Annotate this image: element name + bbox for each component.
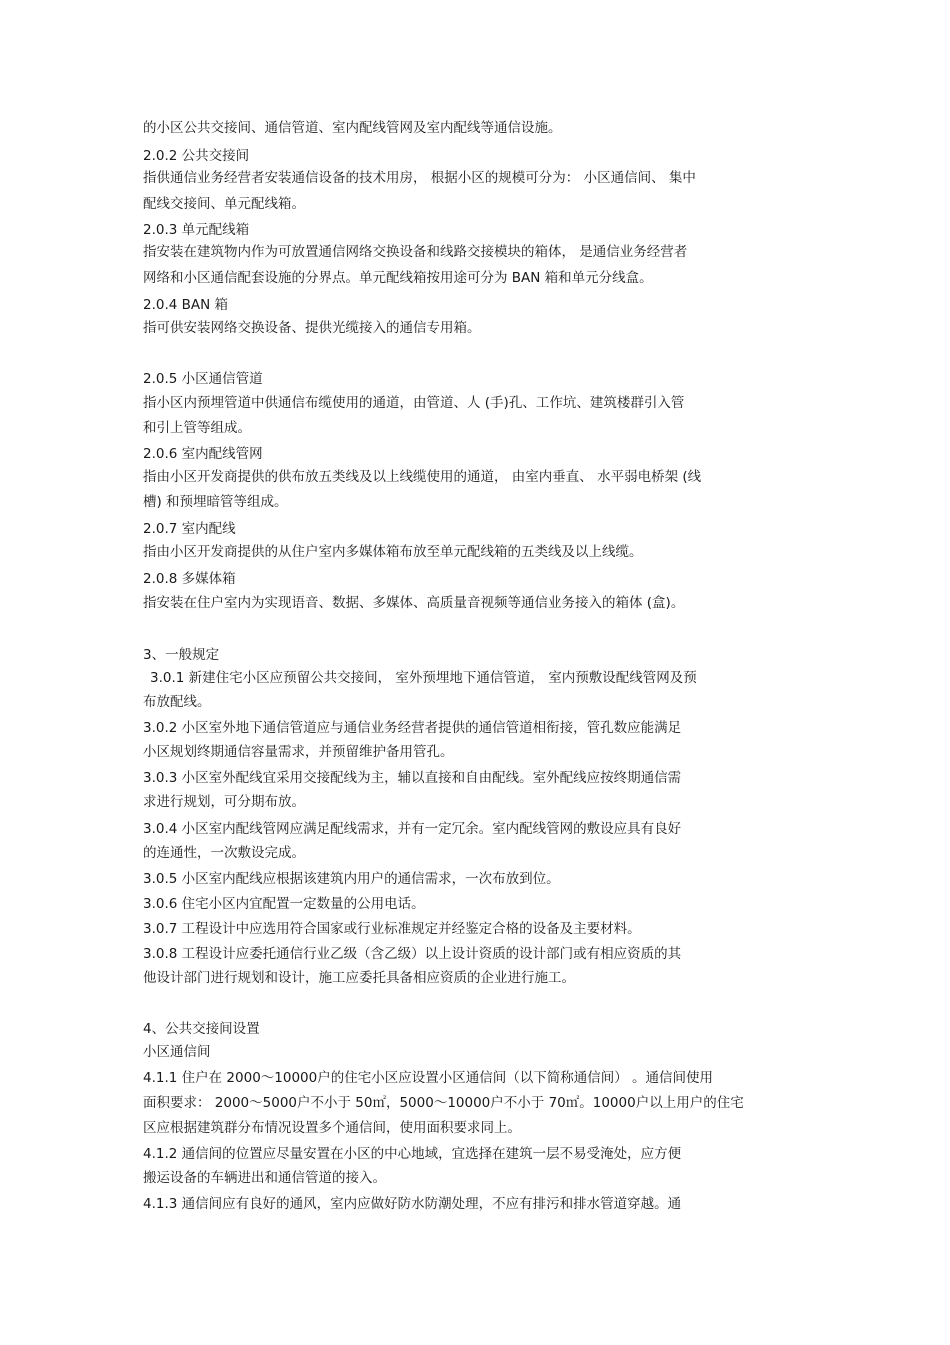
section-heading: 2.0.5 小区通信管道 bbox=[143, 371, 263, 387]
text-line: 指供通信业务经营者安装通信设备的技术用房， 根据小区的规模可分为： 小区通信间、 集中 bbox=[143, 170, 696, 186]
chapter-heading: 3、一般规定 bbox=[143, 647, 220, 663]
text-line: 区应根据建筑群分布情况设置多个通信间，使用面积要求同上。 bbox=[143, 1120, 521, 1136]
text-line: 面积要求： 2000～5000户不小于 50㎡，5000～10000户不小于 70㎡。10000户以上用户的住宅 bbox=[143, 1095, 744, 1111]
text-line: 他设计部门进行规划和设计，施工应委托具备相应资质的企业进行施工。 bbox=[143, 970, 575, 986]
text-line: 3.0.2 小区室外地下通信管道应与通信业务经营者提供的通信管道相衔接，管孔数应能满足 bbox=[143, 720, 682, 736]
text-line: 指由小区开发商提供的供布放五类线及以上线缆使用的通道， 由室内垂直、 水平弱电桥架 (线 bbox=[143, 469, 702, 485]
text-line: 4.1.2 通信间的位置应尽量安置在小区的中心地域，宜选择在建筑一层不易受淹处，应方便 bbox=[143, 1146, 682, 1162]
text-line: 3.0.3 小区室外配线宜采用交接配线为主，辅以直接和自由配线。室外配线应按终期通信需 bbox=[143, 770, 682, 786]
text-line: 指安装在住户室内为实现语音、数据、多媒体、高质量音视频等通信业务接入的箱体 (盒)。 bbox=[143, 595, 685, 611]
text-line: 4.1.3 通信间应有良好的通风，室内应做好防水防潮处理，不应有排污和排水管道穿越。通 bbox=[143, 1196, 682, 1212]
section-heading: 2.0.6 室内配线管网 bbox=[143, 446, 263, 462]
subsection-heading: 小区通信间 bbox=[143, 1044, 211, 1060]
text-line: 求进行规划，可分期布放。 bbox=[143, 794, 305, 810]
text-line: 的连通性，一次敷设完成。 bbox=[143, 845, 305, 861]
section-heading: 2.0.3 单元配线箱 bbox=[143, 222, 250, 238]
text-line: 和引上管等组成。 bbox=[143, 420, 251, 436]
chapter-heading: 4、公共交接间设置 bbox=[143, 1021, 260, 1037]
text-line: 布放配线。 bbox=[143, 694, 211, 710]
text-line: 3.0.6 住宅小区内宜配置一定数量的公用电话。 bbox=[143, 896, 425, 912]
section-heading: 2.0.8 多媒体箱 bbox=[143, 571, 236, 587]
text-line: 4.1.1 住户在 2000～10000户的住宅小区应设置小区通信间（以下简称通信间） 。通信间使用 bbox=[143, 1070, 714, 1086]
text-line: 3.0.4 小区室内配线管网应满足配线需求，并有一定冗余。室内配线管网的敷设应具有良好 bbox=[143, 821, 682, 837]
text-line: 3.0.8 工程设计应委托通信行业乙级（含乙级）以上设计资质的设计部门或有相应资质的其 bbox=[143, 946, 682, 962]
text-line: 指安装在建筑物内作为可放置通信网络交换设备和线路交接模块的箱体， 是通信业务经营者 bbox=[143, 244, 688, 260]
text-line: 3.0.1 新建住宅小区应预留公共交接间， 室外预埋地下通信管道， 室内预敷设配线管网及预 bbox=[150, 670, 697, 686]
text-line: 指可供安装网络交换设备、提供光缆接入的通信专用箱。 bbox=[143, 320, 481, 336]
text-line: 3.0.5 小区室内配线应根据该建筑内用户的通信需求，一次布放到位。 bbox=[143, 871, 560, 887]
text-line: 网络和小区通信配套设施的分界点。单元配线箱按用途可分为 BAN 箱和单元分线盒。 bbox=[143, 270, 653, 286]
section-heading: 2.0.4 BAN 箱 bbox=[143, 297, 229, 313]
text-line: 槽) 和预埋暗管等组成。 bbox=[143, 494, 288, 510]
text-line: 指由小区开发商提供的从住户室内多媒体箱布放至单元配线箱的五类线及以上线缆。 bbox=[143, 544, 643, 560]
text-line: 3.0.7 工程设计中应选用符合国家或行业标准规定并经鉴定合格的设备及主要材料。 bbox=[143, 921, 641, 937]
section-heading: 2.0.7 室内配线 bbox=[143, 521, 236, 537]
text-line: 配线交接间、单元配线箱。 bbox=[143, 196, 305, 212]
text-line: 的小区公共交接间、通信管道、室内配线管网及室内配线等通信设施。 bbox=[143, 120, 562, 136]
text-line: 搬运设备的车辆进出和通信管道的接入。 bbox=[143, 1170, 386, 1186]
section-heading: 2.0.2 公共交接间 bbox=[143, 148, 250, 164]
text-line: 指小区内预埋管道中供通信布缆使用的通道，由管道、人 (手)孔、工作坑、建筑楼群引入管 bbox=[143, 395, 685, 411]
text-line: 小区规划终期通信容量需求，并预留维护备用管孔。 bbox=[143, 744, 454, 760]
